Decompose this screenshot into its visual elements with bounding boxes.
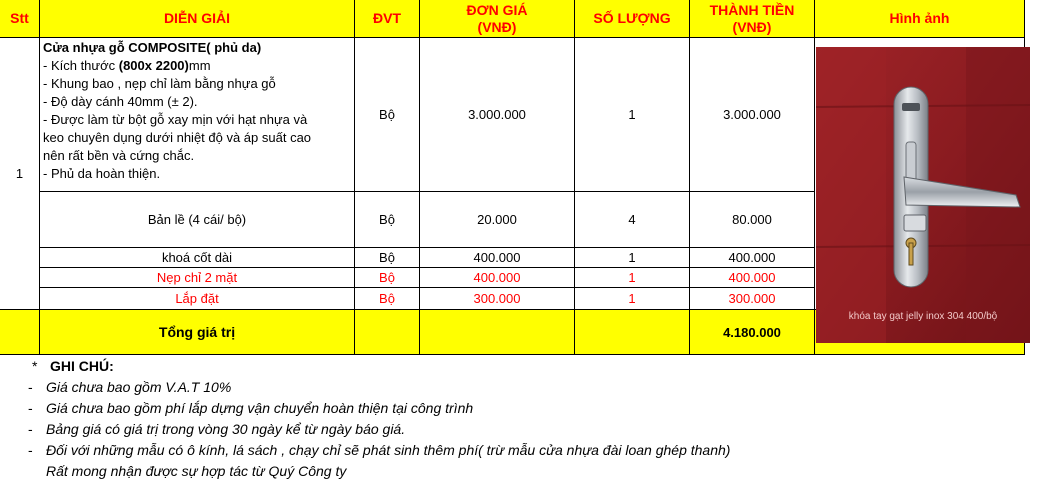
total-price bbox=[420, 310, 575, 355]
row-total: 3.000.000 bbox=[690, 38, 815, 192]
item-line: nên rất bền và cứng chắc. bbox=[43, 148, 195, 163]
row-dvt: Bộ bbox=[355, 192, 420, 248]
door-handle-image bbox=[816, 47, 1030, 343]
notes-star: * bbox=[32, 358, 38, 374]
total-label-cell bbox=[40, 310, 355, 355]
row-qty: 1 bbox=[575, 268, 690, 288]
header-dien-giai bbox=[40, 0, 355, 38]
header-dvt-label: ĐVT bbox=[373, 10, 401, 26]
row-dvt: Bộ bbox=[355, 248, 420, 268]
row-qty: 4 bbox=[575, 192, 690, 248]
item-title: Cửa nhựa gỗ COMPOSITE( phủ da) bbox=[43, 40, 262, 55]
note-item: - Đối với những mẫu có ô kính, lá sách , chạy chỉ sẽ phát sinh thêm phí( trừ mẫu cửa nhựa đài loan ghép thanh) bbox=[28, 442, 731, 458]
header-hinh-anh-label: Hình ảnh bbox=[889, 10, 950, 26]
row-name: khoá cốt dài bbox=[40, 248, 355, 268]
row-price: 3.000.000 bbox=[420, 38, 575, 192]
row-price: 400.000 bbox=[420, 248, 575, 268]
item-line: - Được làm từ bột gỗ xay mịn với hạt nhựa và bbox=[43, 112, 308, 127]
header-don-gia-unit: (VNĐ) bbox=[477, 18, 517, 35]
note-item: - Bảng giá có giá trị trong vòng 30 ngày kể từ ngày báo giá. bbox=[28, 421, 406, 437]
item-size-line: - Kích thước (800x 2200)mm bbox=[43, 58, 211, 73]
header-dvt bbox=[355, 0, 420, 38]
item-stt-value: 1 bbox=[15, 166, 24, 181]
note-item: - Giá chưa bao gồm V.A.T 10% bbox=[28, 379, 232, 395]
row-dvt: Bộ bbox=[355, 268, 420, 288]
header-thanh-tien-unit: (VNĐ) bbox=[732, 18, 772, 35]
header-so-luong bbox=[575, 0, 690, 38]
header-stt-label: Stt bbox=[10, 10, 29, 26]
row-total: 400.000 bbox=[690, 248, 815, 268]
total-label: Tổng giá trị bbox=[158, 324, 236, 340]
header-stt bbox=[0, 0, 40, 38]
total-qty bbox=[575, 310, 690, 355]
row-name: Nẹp chỉ 2 mặt bbox=[40, 268, 355, 288]
image-caption: khóa tay gạt jelly inox 304 400/bộ bbox=[848, 311, 998, 322]
header-so-luong-label: SỐ LƯỢNG bbox=[593, 10, 671, 26]
total-row-stt bbox=[0, 310, 40, 355]
notes-section bbox=[28, 356, 730, 482]
row-total: 400.000 bbox=[690, 268, 815, 288]
item-line: - Khung bao , nẹp chỉ làm bằng nhựa gỗ bbox=[43, 76, 276, 91]
notes-heading-row bbox=[32, 356, 730, 377]
row-total: 300.000 bbox=[690, 288, 815, 310]
header-hinh-anh bbox=[815, 0, 1025, 38]
row-price: 20.000 bbox=[420, 192, 575, 248]
row-qty: 1 bbox=[575, 288, 690, 310]
item-description bbox=[40, 38, 355, 192]
header-dien-giai-label: DIỄN GIẢI bbox=[163, 10, 231, 26]
row-qty: 1 bbox=[575, 248, 690, 268]
row-name: Bản lề (4 cái/ bộ) bbox=[40, 192, 355, 248]
row-price: 300.000 bbox=[420, 288, 575, 310]
item-line: - Độ dày cánh 40mm (± 2). bbox=[43, 94, 198, 109]
notes-heading: GHI CHÚ: bbox=[50, 358, 114, 374]
header-thanh-tien-label: THÀNH TIỀN bbox=[709, 1, 795, 18]
total-value: 4.180.000 bbox=[723, 324, 781, 340]
item-line: - Phủ da hoàn thiện. bbox=[43, 166, 161, 181]
row-dvt: Bộ bbox=[355, 38, 420, 192]
total-value-cell bbox=[690, 310, 815, 355]
total-dvt bbox=[355, 310, 420, 355]
row-qty: 1 bbox=[575, 38, 690, 192]
door-handle-illustration bbox=[816, 47, 1030, 343]
row-name: Lắp đặt bbox=[40, 288, 355, 310]
item-line: keo chuyên dụng dưới nhiệt độ và áp suất cao bbox=[43, 130, 312, 145]
item-stt bbox=[0, 38, 40, 310]
header-don-gia bbox=[420, 0, 575, 38]
row-price: 400.000 bbox=[420, 268, 575, 288]
note-closing: Rất mong nhận được sự hợp tác từ Quý Công ty bbox=[46, 463, 347, 479]
note-item: - Giá chưa bao gồm phí lắp dựng vận chuyển hoàn thiện tại công trình bbox=[28, 400, 474, 416]
header-don-gia-label: ĐƠN GIÁ bbox=[466, 1, 528, 18]
header-thanh-tien bbox=[690, 0, 815, 38]
row-dvt: Bộ bbox=[355, 288, 420, 310]
row-total: 80.000 bbox=[690, 192, 815, 248]
